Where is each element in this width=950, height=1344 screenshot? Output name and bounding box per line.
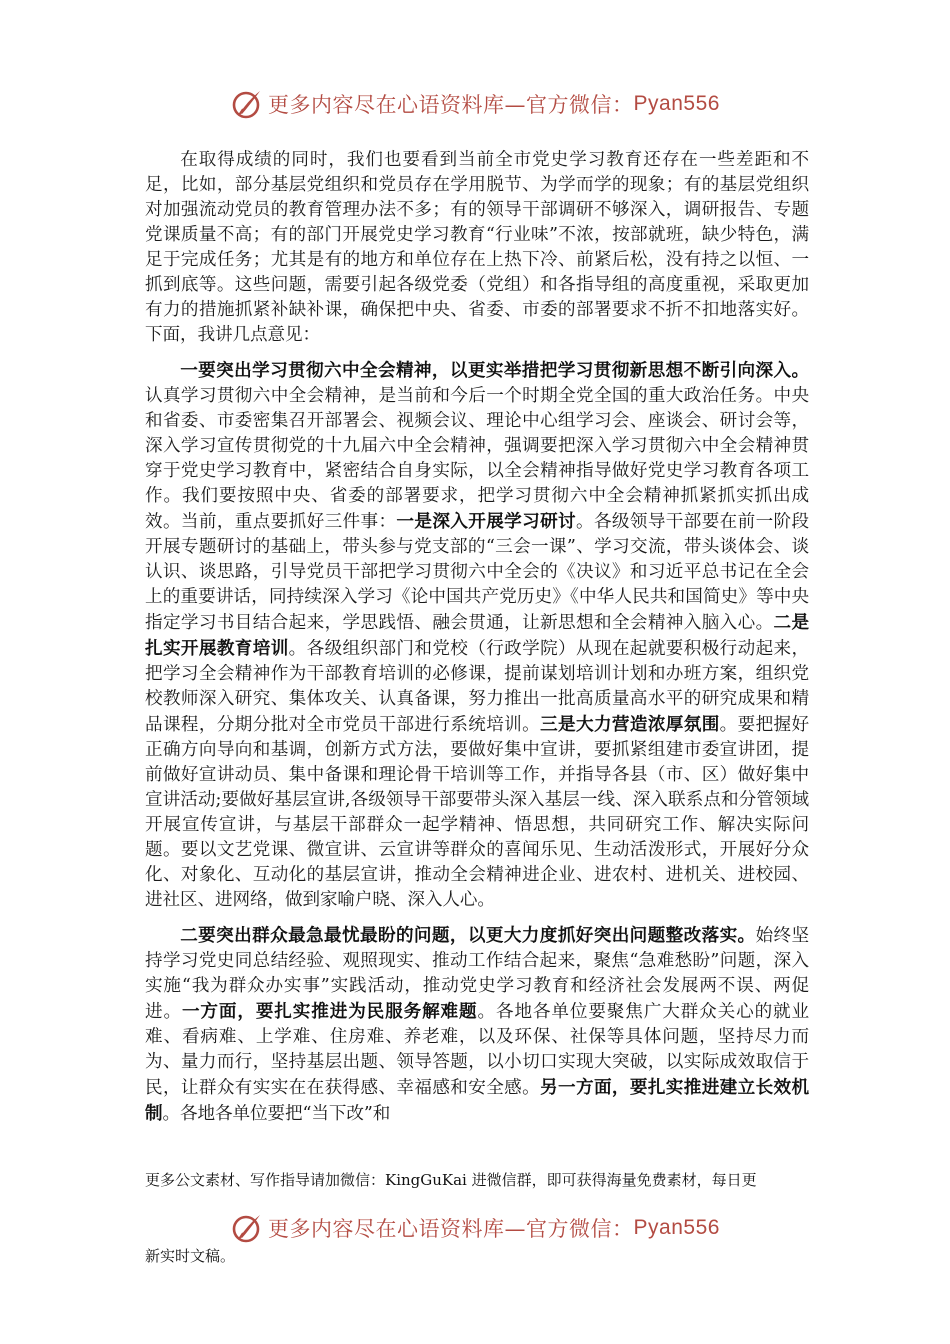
sub-point-two-text: 。各级组织部门和党校（行政学院）从现在起就要积极行动起来，把学习全会精神作为干部教育培训的必修课，提前谋划培训计划和办班方案，组织党校教师深入研究、集体攻关、认真备课，努力推出一批高质量高水平的研究成果和精品课程，分期分批对全市党员干部进行系统培训。 [145, 639, 809, 735]
paragraph-intro: 在取得成绩的同时，我们也要看到当前全市党史学习教育还存在一些差距和不足，比如，部分基层党组织和党员存在学用脱节、为学而学的现象；有的基层党组织对加强流动党员的教育管理办法不多；有的领导干部调研不够深入，调研报告、专题党课质量不高；有的部门开展党史学习教育“行业味”不浓，按部就班，缺少特色，满足于完成任务；尤其是有的地方和单位存在上热下冷、前紧后松，没有持之以恒、一抓到底等。这些问题，需要引起各级党委（党组）和各指导组的高度重视，采取更加有力的措施抓紧补缺补课，确保把中央、省委、市委的部署要求不折不扣地落实好。下面，我讲几点意见： [145, 150, 809, 345]
document-body [145, 148, 809, 1137]
sub-point-two-heading: 二是扎实开展教育培训 [145, 612, 809, 659]
footer-promo-text: 更多公文素材、写作指导请加微信：KingGuKai 进微信群，即可获得海量免费素材，每日更 [145, 1171, 757, 1189]
sub-point-one-text: 。各级领导干部要在前一阶段开展专题研讨的基础上，带头参与党支部的“三会一课”、学习交流，带头谈体会、谈认识、谈思路，引导党员干部把学习贯彻六中全会的《决议》和习近平总书记在全会上的重要讲话，同持续深入学习《论中国共产党历史》《中华人民共和国简史》等中央指定学习书目结合起来，学思践悟、融会贯通，让新思想和全会精神入脑入心。 [145, 512, 810, 633]
footer-banner [0, 1208, 950, 1248]
banner-wechat-id: Pyan556 [633, 92, 720, 115]
point-two-heading: 二要突出群众最急最忧最盼的问题，以更大力度抓好突出问题整改落实。 [180, 925, 756, 946]
paragraph-point-one [145, 358, 809, 913]
quill-logo-icon [230, 1211, 264, 1245]
header-banner [0, 84, 950, 124]
quill-logo-icon [230, 87, 264, 121]
aspect-two-text: 。各地各单位要把“当下改”和 [162, 1104, 391, 1124]
aspect-one-text: 。各地各单位要聚焦广大群众关心的就业难、看病难、上学难、住房难、养老难，以及环保、社保等具体问题，坚持尽力而为、量力而行，坚持基层出题、领导答题，以小切口实现大突破，以实际成效取信于民，让群众有实实在在获得感、幸福感和安全感。 [145, 1002, 810, 1098]
banner-text: 更多内容尽在心语资料库—官方微信： [268, 93, 634, 117]
footer-promo-text-cont: 新实时文稿。 [145, 1247, 236, 1265]
sub-point-one-heading: 一是深入开展学习研讨 [396, 511, 577, 532]
point-two-text: 始终坚持学习党史同总结经验、观照现实、推动工作结合起来，聚焦“急难愁盼”问题，深入实施“我为群众办实事”实践活动，推动党史学习教育和经济社会发展两不误、两促进。 [145, 926, 810, 1022]
aspect-one-heading: 一方面，要扎实推进为民服务解难题 [181, 1001, 478, 1022]
sub-point-three-text: 。要把握好正确方向导向和基调，创新方式方法，要做好集中宣讲，要抓紧组建市委宣讲团，提前做好宣讲动员、集中备课和理论骨干培训等工作，并指导各县（市、区）做好集中宣讲活动;要做好基层宣讲,各级领导干部要带头深入基层一线、深入联系点和分管领域开展宣传宣讲，与基层干部群众一起学精神、悟思想，共同研究工作、解决实际问题。要以文艺党课、微宣讲、云宣讲等群众的喜闻乐见、生动活泼形式，开展好分众化、对象化、互动化的基层宣讲，推动全会精神进企业、进农村、进机关、进校园、进社区、进网络，做到家喻户晓、深入人心。 [145, 715, 809, 910]
aspect-two-heading: 另一方面，要扎实推进建立长效机制 [145, 1077, 809, 1124]
paragraph-point-two [145, 923, 809, 1127]
point-one-heading: 一要突出学习贯彻六中全会精神，以更实举措把学习贯彻新思想不断引向深入。 [180, 360, 809, 381]
sub-point-three-heading: 三是大力营造浓厚氛围 [540, 714, 720, 735]
point-one-text: 认真学习贯彻六中全会精神，是当前和今后一个时期全党全国的重大政治任务。中央和省委、市委密集召开部署会、视频会议、理论中心组学习会、座谈会、研讨会等，深入学习宣传贯彻党的十九届六中全会精神，强调要把深入学习贯彻六中全会精神贯穿于党史学习教育中，紧密结合自身实际，以全会精神指导做好党史学习教育各项工作。我们要按照中央、省委的部署要求，把学习贯彻六中全会精神抓紧抓实抓出成效。当前，重点要抓好三件事： [145, 386, 809, 532]
banner-wechat-id: Pyan556 [633, 1216, 720, 1239]
banner-text: 更多内容尽在心语资料库—官方微信： [268, 1217, 634, 1241]
